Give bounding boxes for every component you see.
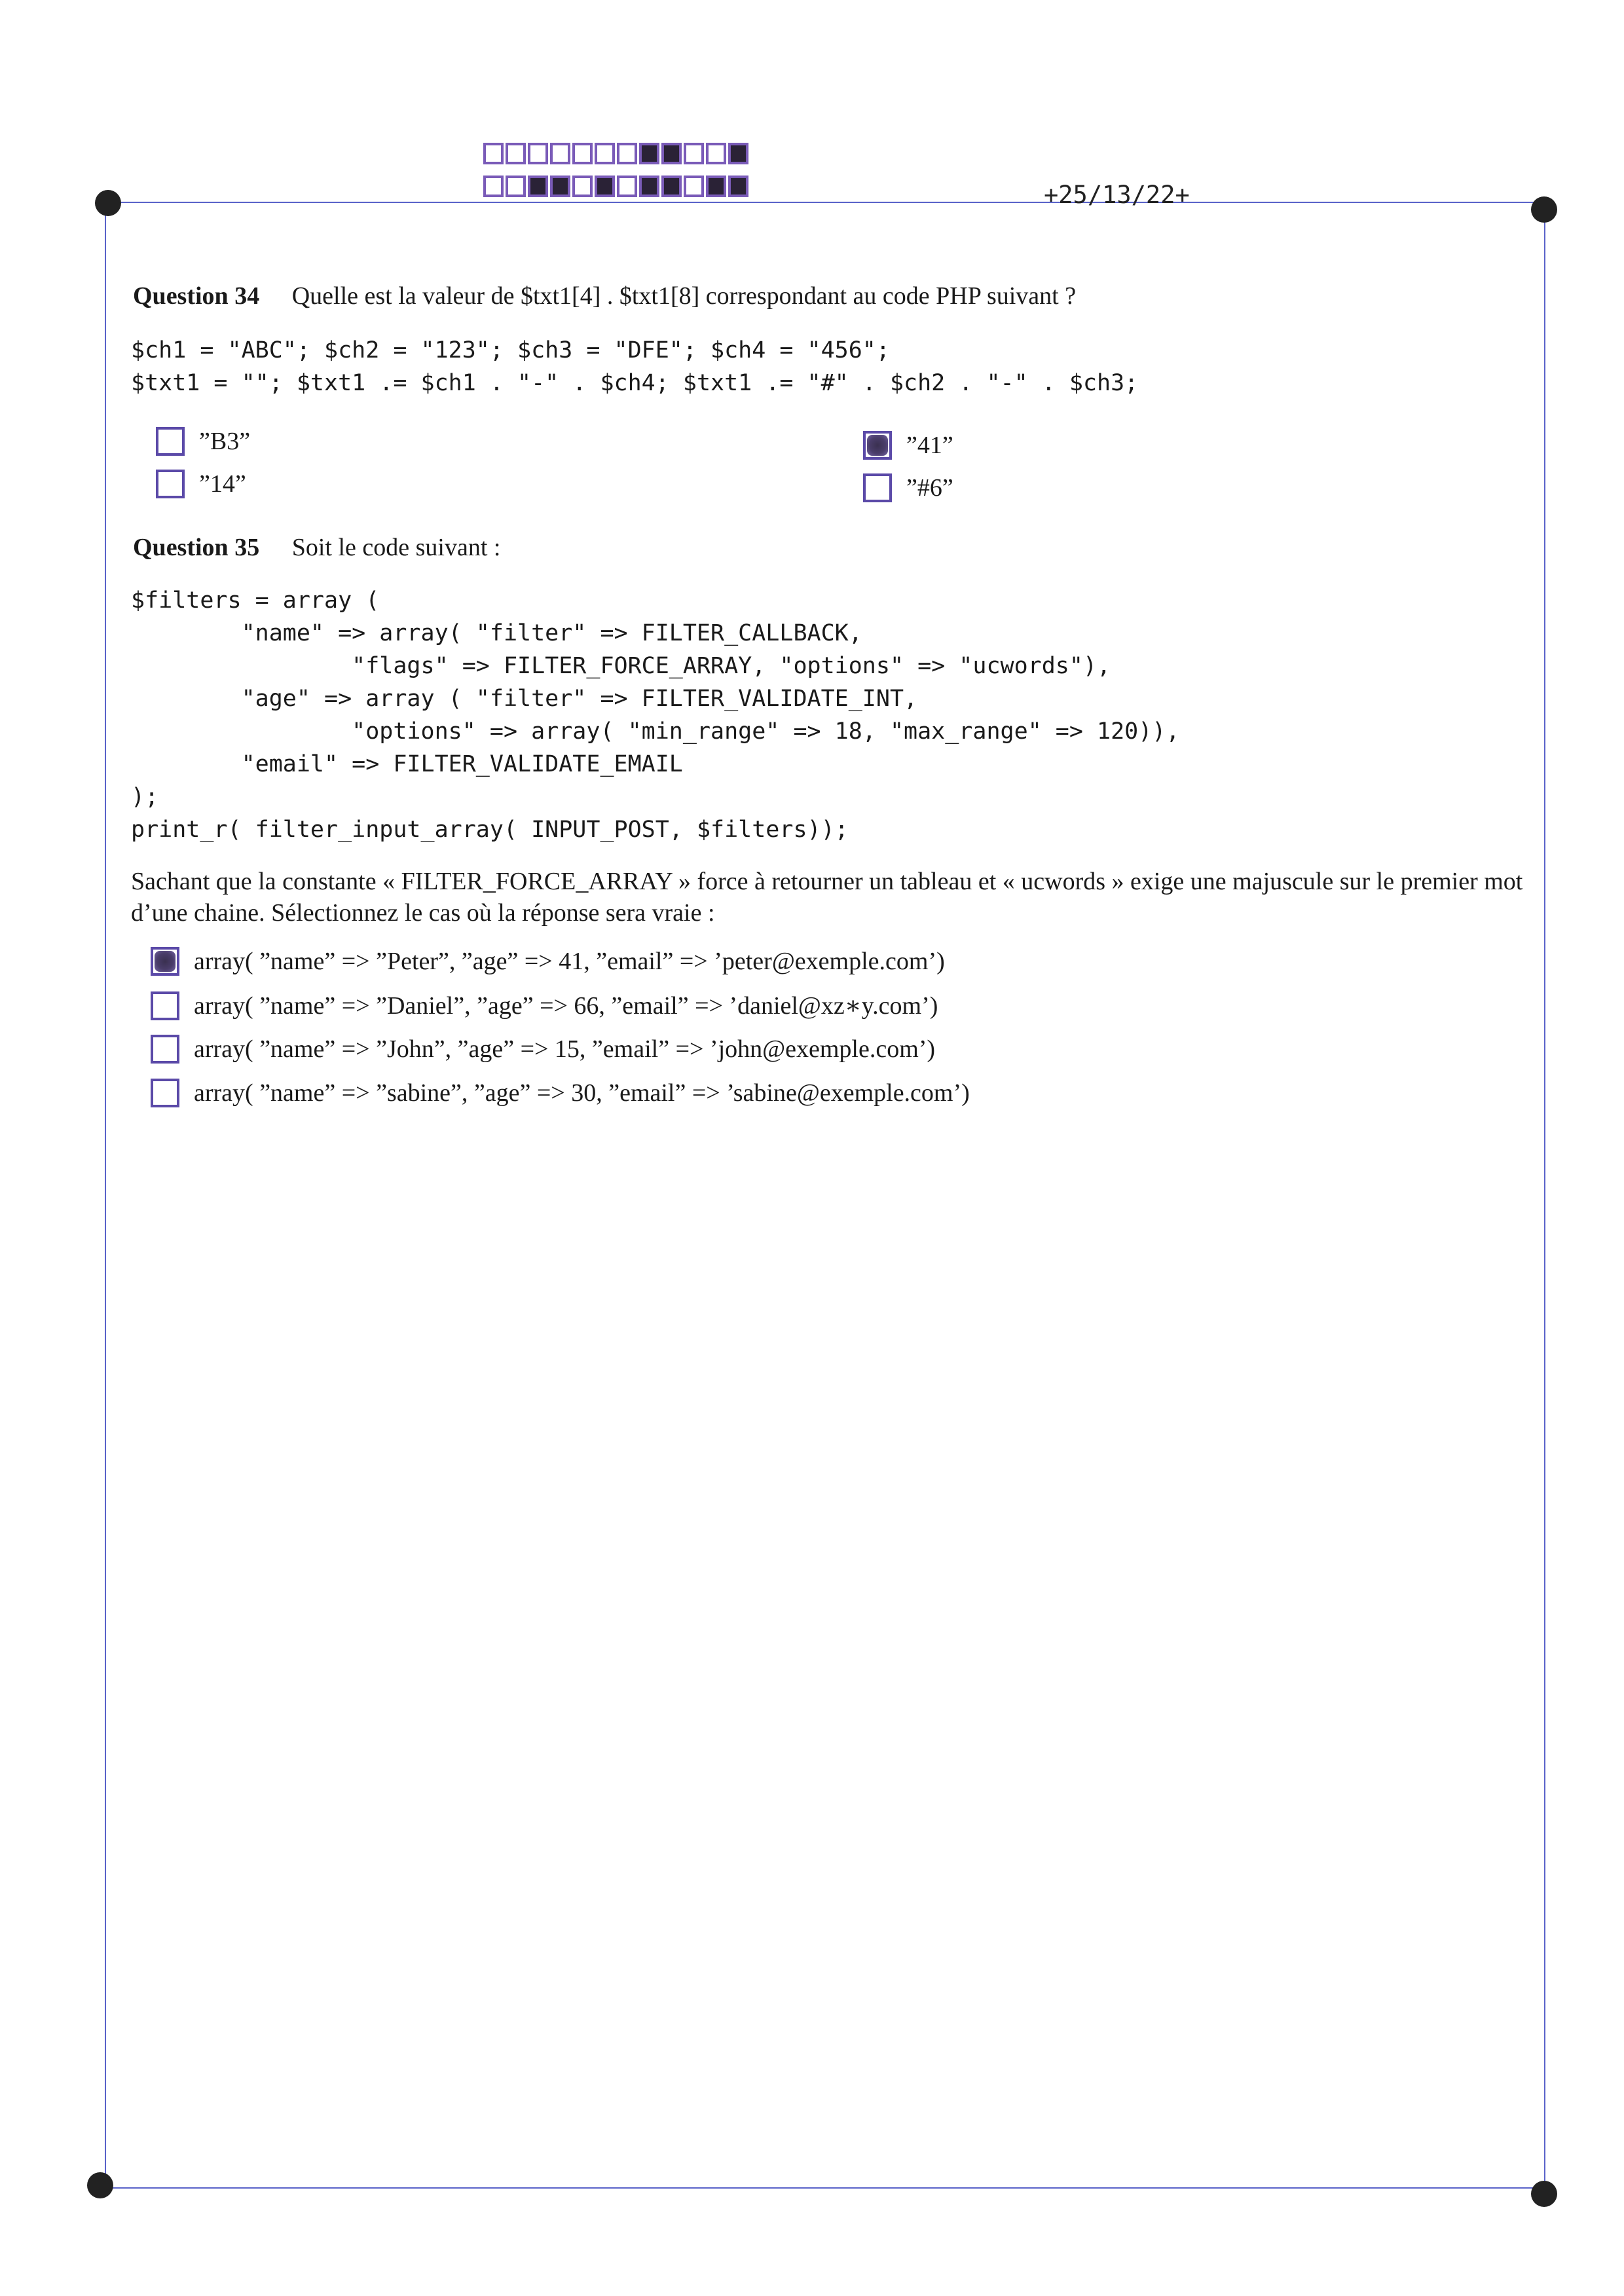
barcode-cell <box>506 143 526 164</box>
answer-option[interactable] <box>863 473 953 502</box>
checkbox[interactable] <box>156 427 185 456</box>
answer-option[interactable] <box>156 470 246 498</box>
question-text: Quelle est la valeur de $txt1[4] . $txt1[8] correspondant au code PHP suivant ? <box>291 282 1077 310</box>
barcode-cell <box>550 176 570 197</box>
sheet-code: +25/13/22+ <box>1044 181 1190 209</box>
checkbox[interactable] <box>156 470 185 498</box>
barcode-cell <box>639 143 659 164</box>
answer-label: ”14” <box>199 470 246 498</box>
checkbox[interactable] <box>863 431 892 460</box>
answer-option[interactable] <box>156 427 250 456</box>
answer-option[interactable] <box>151 1035 935 1064</box>
answer-label: array( ”name” => ”Peter”, ”age” => 41, ”email” => ’peter@exemple.com’) <box>194 948 945 975</box>
code-block-35: $filters = array ( "name" => array( "filter" => FILTER_CALLBACK, "flags" => FILTER_FORCE_ARRAY, "options" => "ucwords"), "age" => array ( "filter" => FILTER_VALIDATE_INT, "options" => array( "min_range" => 18, "max_range" => 120)), "email" => FILTER_VALIDATE_EMAIL ); print_r( filter_input_array( INPUT_POST, $filters)); <box>131 587 1180 843</box>
barcode-cell <box>483 143 504 164</box>
barcode-cell <box>572 143 593 164</box>
barcode-row-1 <box>483 143 748 164</box>
barcode-cell <box>550 143 570 164</box>
registration-mark-top-left <box>95 190 121 216</box>
barcode-cell <box>706 143 726 164</box>
barcode-cell <box>684 176 704 197</box>
barcode-cell <box>617 143 637 164</box>
question-35 <box>133 533 500 562</box>
barcode-cell <box>483 176 504 197</box>
barcode-cell <box>661 143 682 164</box>
answer-label: array( ”name” => ”Daniel”, ”age” => 66, ”email” => ’daniel@xz∗y.com’) <box>194 992 938 1020</box>
barcode-cell <box>639 176 659 197</box>
checkbox[interactable] <box>151 991 179 1020</box>
barcode-cell <box>595 143 615 164</box>
code-block-34: $ch1 = "ABC"; $ch2 = "123"; $ch3 = "DFE"; $ch4 = "456"; $txt1 = ""; $txt1 .= $ch1 . "-" . $ch4; $txt1 .= "#" . $ch2 . "-" . $ch3; <box>131 337 1139 396</box>
barcode-cell <box>528 143 548 164</box>
question-paragraph: Sachant que la constante « FILTER_FORCE_ARRAY » force à retourner un tableau et « ucwords » exige une majuscule sur le premier mot d’une chaine. Sélectionnez le cas où la réponse sera vraie : <box>131 868 1523 927</box>
question-text: Soit le code suivant : <box>291 534 501 561</box>
barcode-cell <box>617 176 637 197</box>
answer-option[interactable] <box>151 1079 970 1107</box>
answer-option[interactable] <box>151 947 945 976</box>
barcode-cell <box>528 176 548 197</box>
registration-mark-bottom-left <box>87 2172 113 2198</box>
answer-label: ”#6” <box>906 474 953 502</box>
barcode-cell <box>706 176 726 197</box>
checkbox[interactable] <box>151 1079 179 1107</box>
answer-label: ”B3” <box>199 428 251 455</box>
registration-mark-bottom-right <box>1531 2181 1557 2207</box>
barcode-row-2 <box>483 176 748 197</box>
answer-label: ”41” <box>906 432 953 459</box>
checkbox[interactable] <box>151 1035 179 1064</box>
question-34 <box>133 282 1076 310</box>
checkbox[interactable] <box>863 473 892 502</box>
answer-option[interactable] <box>863 431 953 460</box>
checkbox[interactable] <box>151 947 179 976</box>
barcode-cell <box>595 176 615 197</box>
answer-label: array( ”name” => ”John”, ”age” => 15, ”email” => ’john@exemple.com’) <box>194 1035 936 1063</box>
page-frame <box>105 202 1545 2189</box>
barcode-cell <box>572 176 593 197</box>
barcode-cell <box>728 176 748 197</box>
question-number: Question 35 <box>133 534 260 561</box>
registration-mark-top-right <box>1531 196 1557 223</box>
barcode-cell <box>728 143 748 164</box>
answer-option[interactable] <box>151 991 938 1020</box>
barcode-cell <box>661 176 682 197</box>
question-number: Question 34 <box>133 282 260 310</box>
answer-label: array( ”name” => ”sabine”, ”age” => 30, ”email” => ’sabine@exemple.com’) <box>194 1079 970 1107</box>
barcode-cell <box>684 143 704 164</box>
barcode-cell <box>506 176 526 197</box>
